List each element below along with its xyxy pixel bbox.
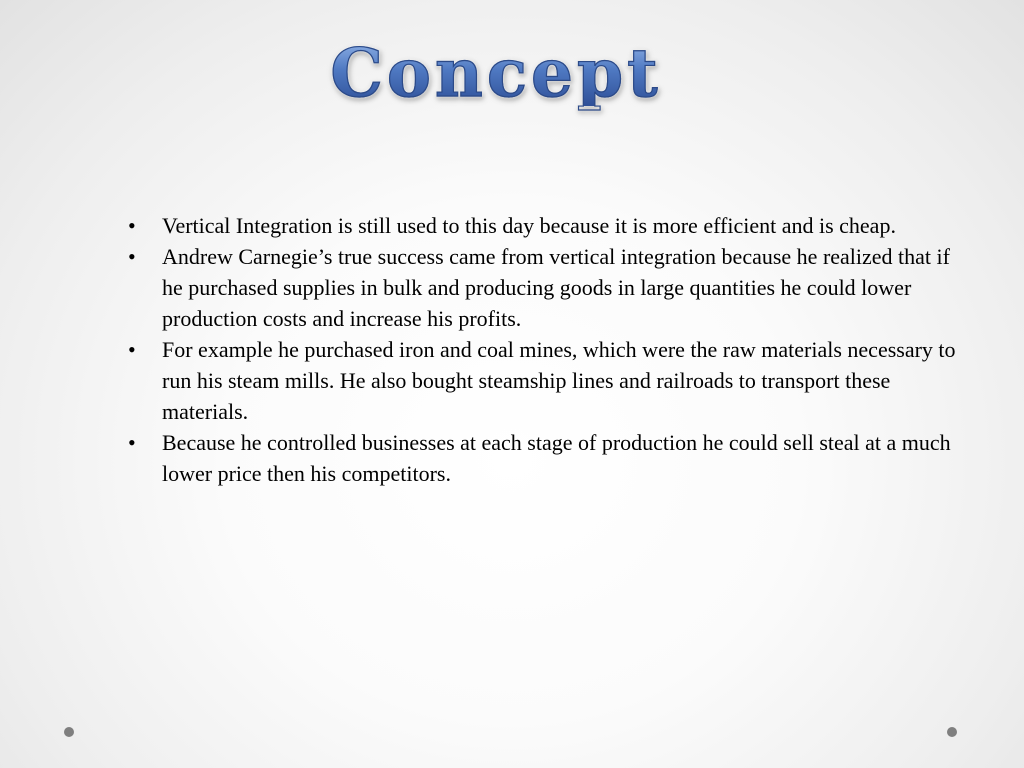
bullet-icon: •: [128, 213, 136, 238]
bullet-text: Andrew Carnegie’s true success came from vertical integration because he realized that if he purchased supplies in bulk and producing goods in large quantities he could lower production costs and increase his profits.: [162, 244, 950, 331]
bullet-list: [124, 210, 974, 489]
decorative-dot-left-icon: [64, 727, 74, 737]
bullet-icon: •: [128, 244, 136, 269]
bullet-icon: •: [128, 430, 136, 455]
list-item: [124, 427, 974, 489]
bullet-text: For example he purchased iron and coal mines, which were the raw materials necessary to run his steam mills. He also bought steamship lines and railroads to transport these materials.: [162, 337, 956, 424]
list-item: [124, 241, 974, 334]
bullet-text: Because he controlled businesses at each stage of production he could sell steal at a much lower price then his competitors.: [162, 430, 951, 486]
bullet-icon: •: [128, 337, 136, 362]
slide-title: Concept: [0, 40, 992, 106]
decorative-dot-right-icon: [947, 727, 957, 737]
bullet-text: Vertical Integration is still used to this day because it is more efficient and is cheap.: [162, 213, 896, 238]
list-item: [124, 210, 974, 241]
list-item: [124, 334, 974, 427]
